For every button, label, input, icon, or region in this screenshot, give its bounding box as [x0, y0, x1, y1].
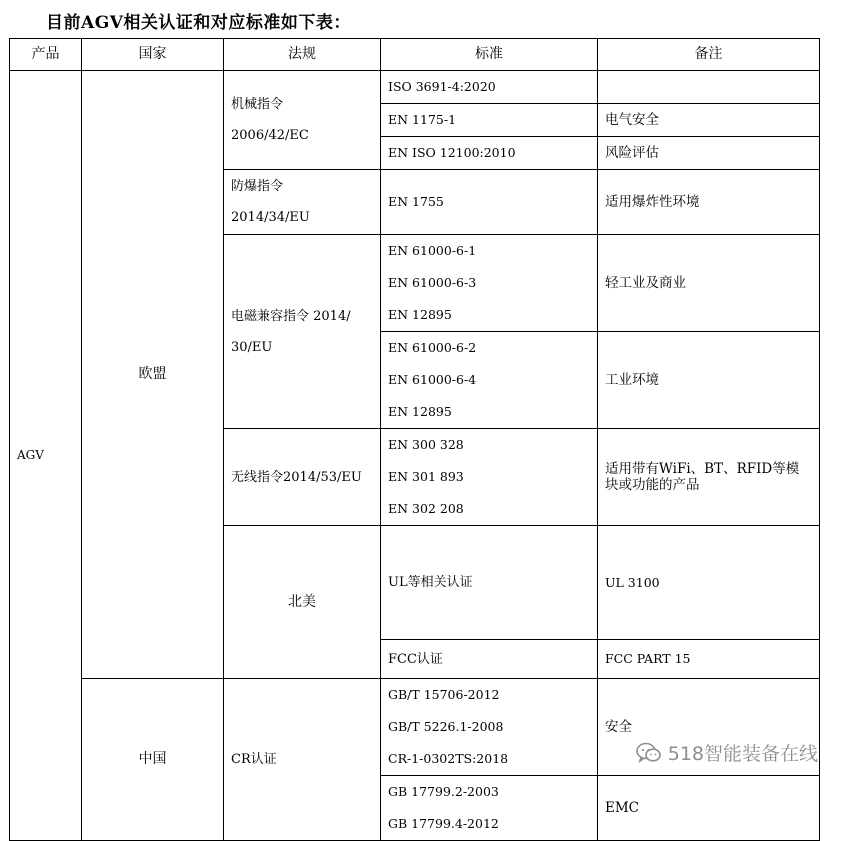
remark-cell: 工业环境 — [598, 332, 820, 429]
standard-cell: GB/T 15706-2012 GB/T 5226.1-2008 CR-1-0302TS:2018 — [381, 679, 598, 776]
header-country: 国家 — [82, 39, 224, 71]
header-remark: 备注 — [598, 39, 820, 71]
product-cell: AGV — [10, 71, 82, 841]
standard-cell: EN 61000-6-2 EN 61000-6-4 EN 12895 — [381, 332, 598, 429]
remark-cell: 适用带有WiFi、BT、RFID等模块或功能的产品 — [598, 429, 820, 526]
header-row — [10, 39, 820, 71]
standard-cell: EN ISO 12100:2010 — [381, 137, 598, 170]
standard-cell: EN 1755 — [381, 170, 598, 235]
regulation-ul: UL等相关认证 — [381, 526, 598, 640]
remark-cell: 安全 — [598, 679, 820, 776]
standard-cell: ISO 3691-4:2020 — [381, 71, 598, 104]
watermark — [636, 739, 818, 766]
watermark-text: 518智能装备在线 — [667, 743, 818, 765]
standard-cell: GB 17799.2-2003 GB 17799.4-2012 — [381, 776, 598, 841]
header-standard: 标准 — [381, 39, 598, 71]
remark-cell: 电气安全 — [598, 104, 820, 137]
header-regulation: 法规 — [224, 39, 381, 71]
standard-cell: FCC PART 15 — [598, 640, 820, 679]
standard-cell: EN 300 328 EN 301 893 EN 302 208 — [381, 429, 598, 526]
region-eu: 欧盟 — [82, 71, 224, 679]
remark-cell — [598, 71, 820, 104]
remark-cell: 风险评估 — [598, 137, 820, 170]
table-row — [10, 71, 820, 104]
regulation-fcc: FCC认证 — [381, 640, 598, 679]
standard-cell: UL 3100 — [598, 526, 820, 640]
standard-cell: EN 1175-1 — [381, 104, 598, 137]
wechat-icon — [636, 742, 662, 764]
regulation-atex: 防爆指令 2014/34/EU — [224, 170, 381, 235]
remark-cell: 适用爆炸性环境 — [598, 170, 820, 235]
regulation-emc: 电磁兼容指令 2014/ 30/EU — [224, 235, 381, 429]
regulation-machinery: 机械指令 2006/42/EC — [224, 71, 381, 170]
remark-cell: EMC — [598, 776, 820, 841]
header-product: 产品 — [10, 39, 82, 71]
document-title: 目前AGV相关认证和对应标准如下表： — [46, 13, 351, 33]
region-cn: 中国 — [82, 679, 224, 841]
regulation-cr: CR认证 — [224, 679, 381, 841]
standards-table — [9, 38, 820, 841]
regulation-radio: 无线指令2014/53/EU — [224, 429, 381, 526]
standard-cell: EN 61000-6-1 EN 61000-6-3 EN 12895 — [381, 235, 598, 332]
remark-cell: 轻工业及商业 — [598, 235, 820, 332]
region-na: 北美 — [224, 526, 381, 679]
